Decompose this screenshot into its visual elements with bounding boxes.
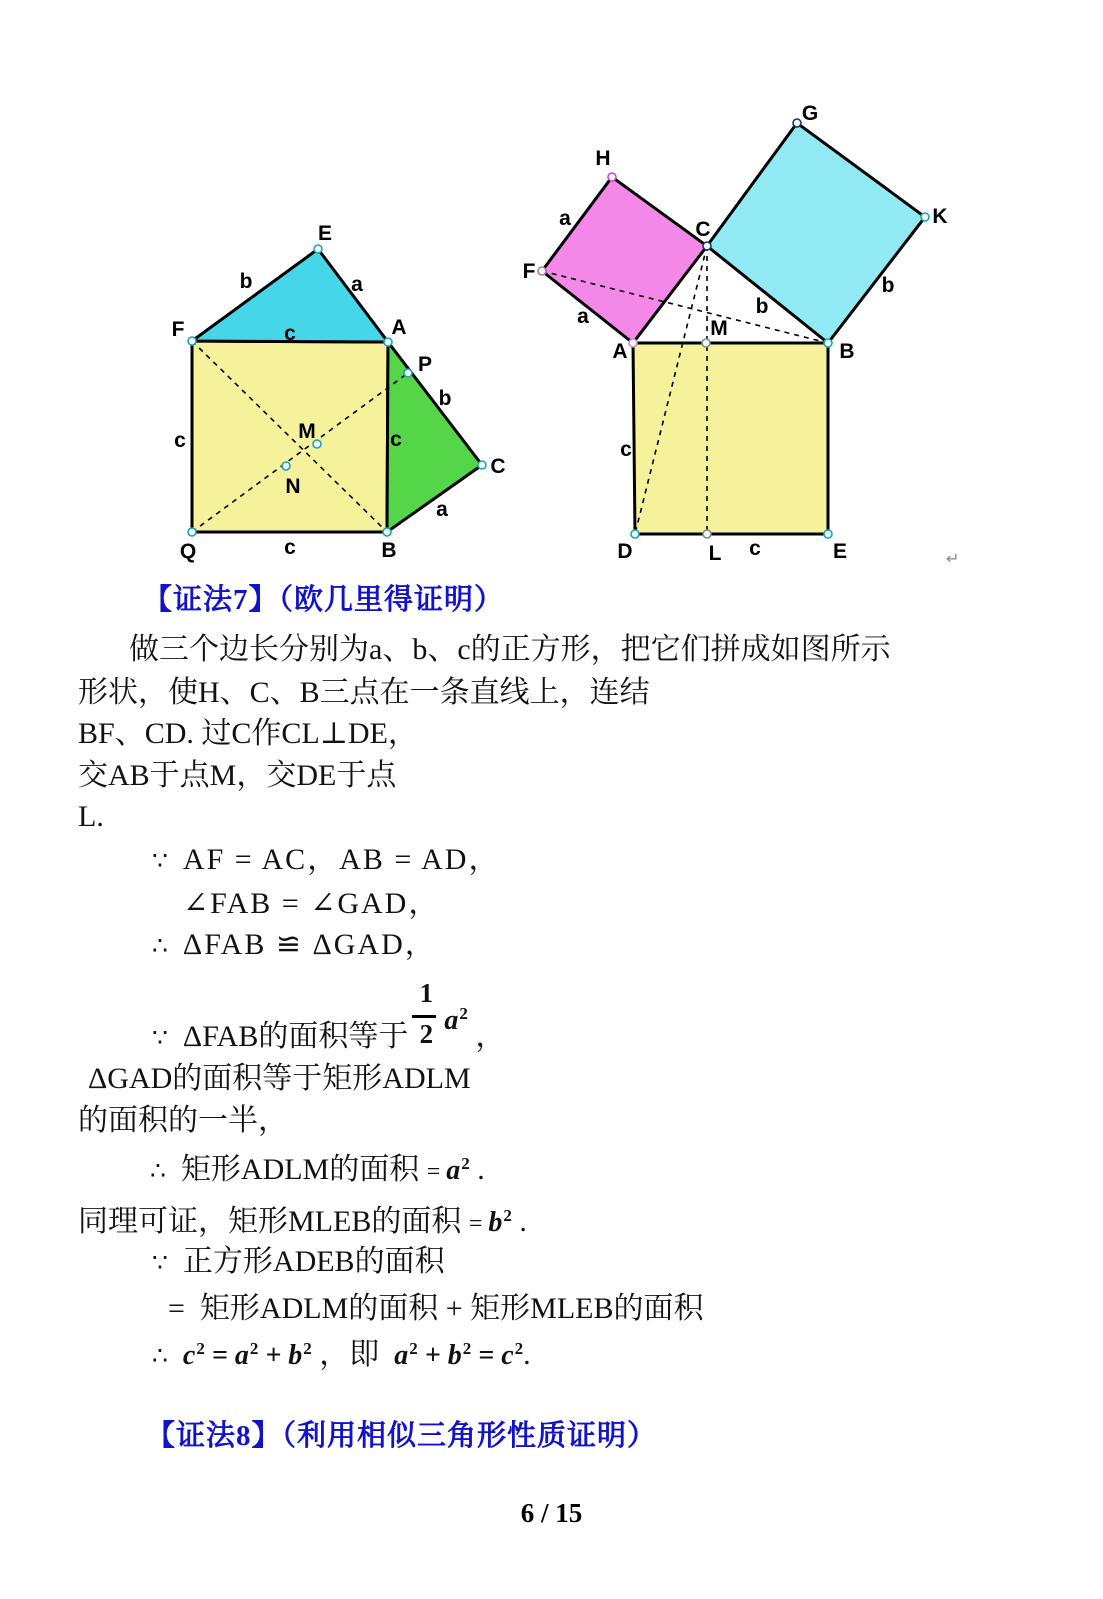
therefore-adlm <box>150 1153 485 1187</box>
vertex-label-c: c <box>284 536 296 559</box>
text-run: = <box>468 1211 489 1237</box>
sum-of-rects <box>168 1292 704 1325</box>
vertex-label-b: b <box>755 295 769 318</box>
text-run: $b^2$ <box>447 1339 472 1371</box>
heading-proof-7: 【证法7】（欧几里得证明） <box>143 584 505 616</box>
vertex-label-M: M <box>298 420 316 443</box>
vertex-label-a: a <box>559 207 571 230</box>
text-run: = <box>204 1340 235 1371</box>
text-run: AF = AC，AB = AD， <box>182 843 501 876</box>
logic-symbol: ∵ <box>152 1250 168 1277</box>
text-run: 的面积的一半， <box>78 1104 288 1137</box>
vertex-label-b: b <box>438 387 452 410</box>
vertex-label-G: G <box>801 102 819 125</box>
text-run: + <box>258 1340 289 1371</box>
text-run: $b^2$ <box>488 1206 512 1238</box>
vertex-label-D: D <box>617 540 633 563</box>
text-run: . <box>523 1338 531 1371</box>
intro-line-2 <box>78 676 650 709</box>
vertex-label-K: K <box>932 205 948 228</box>
text-run: = 矩形ADLM的面积 + 矩形MLEB的面积 <box>168 1292 704 1325</box>
vertex-label-c: c <box>284 322 296 345</box>
vertex-label-F: F <box>171 318 185 341</box>
vertex-label-F: F <box>522 260 536 283</box>
vertex-label-P: P <box>417 353 433 376</box>
vertex-label-A: A <box>612 340 628 363</box>
text-run: . <box>469 1153 485 1186</box>
therefore-congruent <box>152 928 437 961</box>
vertex-label-c: c <box>174 429 186 452</box>
half-area-line <box>78 1104 288 1137</box>
intro-line-1 <box>129 633 891 666</box>
intro-line-4 <box>78 759 396 792</box>
text-run: 做三个边长分别为a、b、c的正方形，把它们拼成如图所示 <box>129 633 891 666</box>
logic-symbol: ∴ <box>152 933 168 960</box>
text-run: ΔFAB的面积等于 <box>182 1020 409 1053</box>
fraction-one-half: $\frac{1}{2}$ <box>411 1024 441 1054</box>
vertex-label-a: a <box>436 498 448 521</box>
vertex-label-c: c <box>620 438 632 461</box>
text-run: $c^2$ <box>501 1339 524 1371</box>
text-run: 同理可证，矩形MLEB的面积 <box>78 1205 469 1238</box>
vertex-label-A: A <box>391 316 407 339</box>
text-run: $a^2$ <box>444 1004 468 1036</box>
intro-line-3 <box>78 717 418 750</box>
text-run: $a^2$ <box>446 1154 470 1186</box>
because-area-half <box>152 977 506 1054</box>
vertex-label-E: E <box>832 540 848 563</box>
text-run: 正方形ADEB的面积 <box>182 1245 445 1278</box>
gad-area-line <box>88 1062 471 1095</box>
text-run: $c^2$ <box>182 1339 205 1371</box>
angle-equality <box>183 887 440 920</box>
text-run: + <box>417 1340 448 1371</box>
text-run: = <box>471 1340 502 1371</box>
vertex-label-b: b <box>881 274 895 297</box>
heading-proof-8: 【证法8】（利用相似三角形性质证明） <box>146 1420 658 1452</box>
similarly-mleb <box>78 1205 527 1239</box>
vertex-label-a: a <box>351 273 363 296</box>
text-run: L. <box>78 800 104 833</box>
vertex-label-L: L <box>708 542 722 565</box>
because-equal-sides <box>152 843 500 876</box>
vertex-label-Q: Q <box>179 540 197 563</box>
vertex-label-H: H <box>595 147 611 170</box>
text-run: = <box>426 1159 447 1185</box>
text-run: 形状，使H、C、B三点在一条直线上，连结 <box>78 676 650 709</box>
vertex-label-C: C <box>490 455 506 478</box>
vertex-label-N: N <box>285 475 301 498</box>
text-run: 矩形ADLM的面积 <box>180 1153 427 1186</box>
text-run: . <box>511 1205 527 1238</box>
vertex-label-a: a <box>577 305 589 328</box>
because-square-adeb <box>152 1245 445 1278</box>
vertex-label-c: c <box>749 537 761 560</box>
page-number: 6 / 15 <box>520 1498 583 1528</box>
text-run: ，即 <box>311 1338 395 1371</box>
vertex-label-C: C <box>695 218 711 241</box>
logic-symbol: ∴ <box>152 1343 168 1370</box>
logic-symbol: ∵ <box>152 1025 168 1052</box>
vertex-label-c: c <box>390 428 402 451</box>
text-run: 交AB于点M，交DE于点 <box>78 759 397 792</box>
text-run: $b^2$ <box>288 1339 312 1371</box>
text-run: ， <box>467 1020 506 1053</box>
text-run: ∠FAB = ∠GAD， <box>183 887 441 920</box>
text-run: ΔGAD的面积等于矩形ADLM <box>88 1062 471 1095</box>
vertex-label-b: b <box>239 270 253 293</box>
text-run: BF、CD. 过C作CL⊥DE， <box>78 717 418 750</box>
vertex-label-M: M <box>710 317 728 340</box>
logic-symbol: ∴ <box>150 1158 166 1185</box>
vertex-label-E: E <box>317 222 333 245</box>
text-run: ΔFAB ≌ ΔGAD， <box>182 928 437 961</box>
logic-symbol: ∵ <box>152 848 168 875</box>
paragraph-mark-icon: ↵ <box>946 549 960 568</box>
vertex-label-B: B <box>839 340 855 363</box>
intro-line-5 <box>78 800 104 833</box>
conclusion-formula <box>152 1338 531 1372</box>
vertex-label-B: B <box>381 539 397 562</box>
text-run: $a^2$ <box>234 1339 259 1371</box>
text-run: $a^2$ <box>394 1339 418 1371</box>
